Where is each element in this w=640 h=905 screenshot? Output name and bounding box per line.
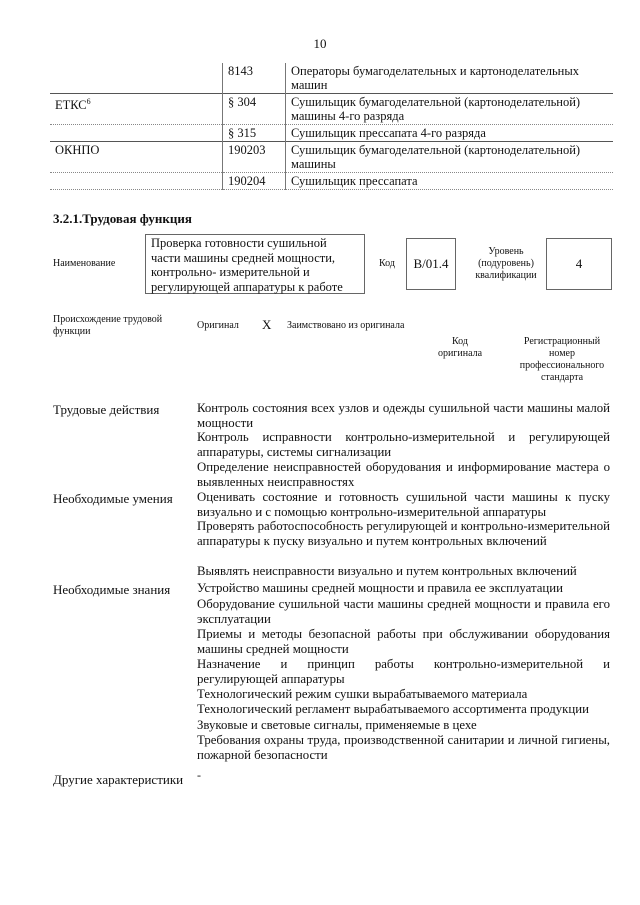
- knowledge-item: Технологический режим сушки вырабатываемого материала: [197, 687, 528, 701]
- name-label: Наименование: [53, 258, 116, 269]
- actions-label: Трудовые действия: [53, 402, 160, 417]
- knowledge-item: Назначение и принцип работы контрольно-измерительной и регулирующей аппаратуры: [197, 657, 610, 686]
- skill-item: Выявлять неисправности визуально и путем контрольных включений: [197, 564, 577, 578]
- table-row: [50, 63, 613, 94]
- qualification-level-label: Уровень (подуровень) квалификации: [475, 246, 537, 281]
- table-cell-name: Сушильщик прессапата: [286, 173, 614, 190]
- knowledge-item: Устройство машины средней мощности и правила ее эксплуатации: [197, 581, 563, 595]
- table-cell-group: [50, 173, 223, 190]
- knowledge-item: Приемы и методы безопасной работы при обслуживании оборудования машины средней мощности: [197, 627, 610, 656]
- table-cell-name: Сушильщик бумагоделательной (картоноделательной) машины 4-го разряда: [286, 94, 614, 125]
- table-cell-name: Операторы бумагоделательных и картоноделательных машин: [286, 63, 614, 94]
- origin-label: Происхождение трудовой функции: [53, 314, 163, 337]
- classification-table: [50, 63, 613, 190]
- table-row: [50, 94, 613, 125]
- original-label: Оригинал: [197, 320, 239, 331]
- knowledge-item: Оборудование сушильной части машины средней мощности и правила его эксплуатации: [197, 597, 610, 626]
- knowledge-item: Технологический регламент вырабатываемого ассортимента продукции: [197, 702, 589, 716]
- page-number: 10: [313, 36, 327, 51]
- knowledge-item: Звуковые и световые сигналы, применяемые в цехе: [197, 718, 477, 732]
- table-cell-name: Сушильщик прессапата 4-го разряда: [286, 125, 614, 142]
- knowledge-item: Требования охраны труда, производственной санитарии и личной гигиены, пожарной безопасности: [197, 733, 610, 762]
- table-cell-code: 190203: [223, 142, 286, 173]
- skill-item: Оценивать состояние и готовность сушильной части машины к пуску визуально и с помощью контрольно-измерительной аппаратуры: [197, 490, 610, 519]
- table-cell-code: 190204: [223, 173, 286, 190]
- other-value: -: [197, 768, 201, 782]
- skill-item: Проверять работоспособность регулирующей и контрольно-измерительной аппаратуры к пуску визуально и путем контрольных включений: [197, 519, 610, 548]
- table-cell-code: 8143: [223, 63, 286, 94]
- original-code-label: Код оригинала: [437, 336, 483, 359]
- function-code-box: В/01.4: [406, 238, 456, 290]
- knowledge-label: Необходимые знания: [53, 582, 171, 597]
- original-mark: X: [262, 317, 272, 332]
- group-label: ЕТКС: [55, 98, 87, 113]
- table-cell-code: § 304: [223, 94, 286, 125]
- table-row: [50, 173, 613, 190]
- action-item: Определение неисправностей оборудования и информирование мастера о выявленных неисправностях: [197, 460, 610, 489]
- borrowed-label: Заимствовано из оригинала: [287, 320, 405, 331]
- qualification-level-box: 4: [546, 238, 612, 290]
- section-title: 3.2.1.Трудовая функция: [53, 211, 192, 226]
- table-cell-group: [50, 94, 223, 125]
- action-item: Контроль состояния всех узлов и одежды сушильной части машины малой мощности: [197, 401, 610, 430]
- other-label: Другие характеристики: [53, 772, 184, 787]
- action-item: Контроль исправности контрольно-измерительной и регулирующей аппаратуры, системы сигнализации: [197, 430, 610, 459]
- table-row: [50, 142, 613, 173]
- table-cell-group: ОКНПО: [50, 142, 223, 173]
- table-cell-group: [50, 63, 223, 94]
- table-cell-name: Сушильщик бумагоделательной (картоноделательной) машины: [286, 142, 614, 173]
- skills-label: Необходимые умения: [53, 491, 173, 506]
- table-row: [50, 125, 613, 142]
- footnote-mark: 6: [86, 97, 91, 106]
- table-cell-group: [50, 125, 223, 142]
- function-name-box: Проверка готовности сушильной части машины средней мощности, контрольно- измерительной и регулирующей аппаратуры к работе: [145, 234, 365, 294]
- code-label: Код: [379, 258, 395, 269]
- table-cell-code: § 315: [223, 125, 286, 142]
- registration-number-label: Регистрационный номер профессионального стандарта: [519, 336, 605, 383]
